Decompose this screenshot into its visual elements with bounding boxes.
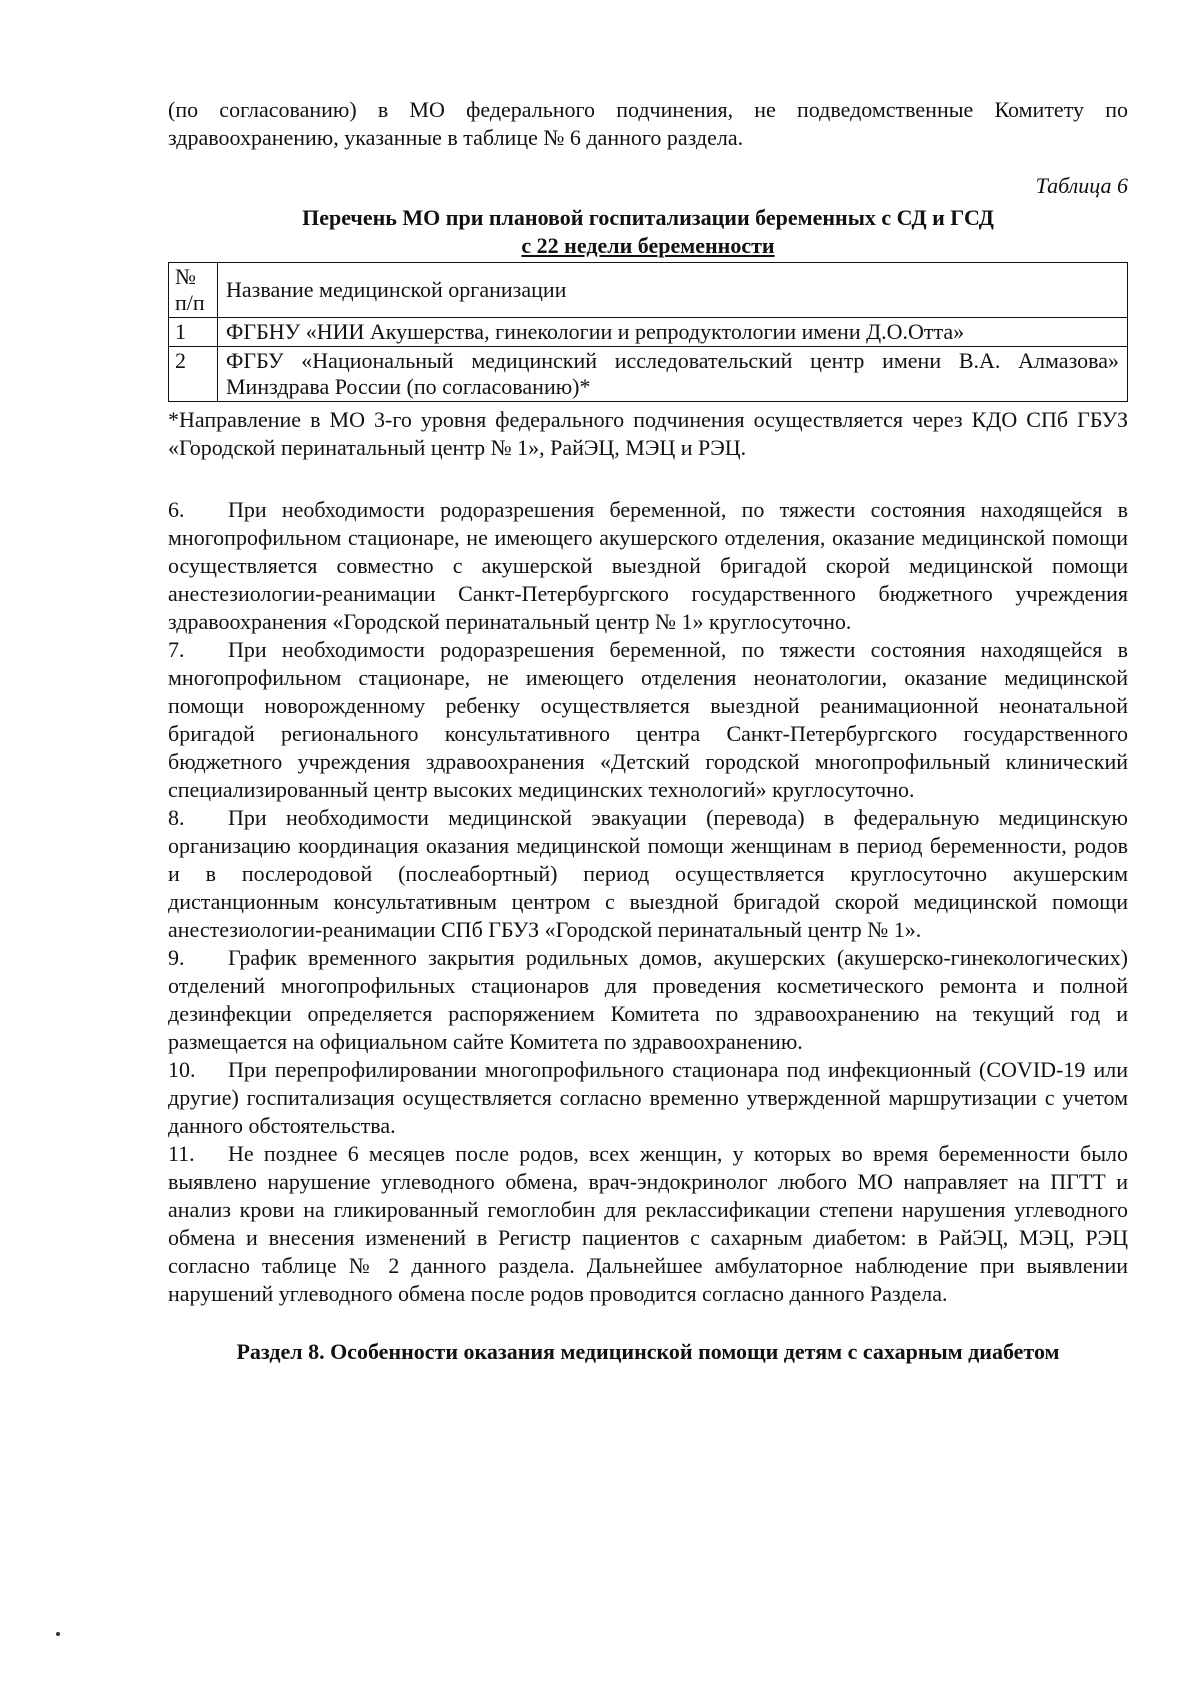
paragraph-text: График временного закрытия родильных домов, акушерских (акушерско-гинекологических) отделений многопрофильных стационаров для проведения косметического ремонта и полной дезинфекции определяется распоряжением Комитета по здравоохранению на текущий год и размещается на официальном сайте Комитета по здравоохранению. [168,945,1128,1054]
paragraph-11 [168,1140,1128,1308]
header-num: № п/п [169,263,218,318]
table-title-line2: с 22 недели беременности [521,233,775,258]
paragraph-text: При необходимости медицинской эвакуации (перевода) в федеральную медицинскую организацию координация оказания медицинской помощи женщинам в период беременности, родов и в послеродовой (послеабортный) период осуществляется круглосуточно акушерским дистанционным консультативным центром с выездной бригадой скорой медицинской помощи анестезиологии-реанимации СПб ГБУЗ «Городской перинатальный центр № 1». [168,805,1128,942]
row-num: 2 [169,347,218,402]
header-name: Название медицинской организации [218,263,1128,318]
paragraph-text: Не позднее 6 месяцев после родов, всех женщин, у которых во время беременности было выявлено нарушение углеводного обмена, врач-эндокринолог любого МО направляет на ПГТТ и анализ крови на гликированный гемоглобин для реклассификации степени нарушения углеводного обмена и внесения изменений в Регистр пациентов с сахарным диабетом: в РайЭЦ, МЭЦ, РЭЦ согласно таблице № 2 данного раздела. Дальнейшее амбулаторное наблюдение при выявлении нарушений углеводного обмена после родов проводится согласно данного Раздела. [168,1141,1128,1306]
paragraph-number: 9. [168,945,185,970]
table-footnote: *Направление в МО 3-го уровня федерального подчинения осуществляется через КДО СПб ГБУЗ «Городской перинатальный центр № 1», РайЭЦ, МЭЦ и РЭЦ. [168,407,1128,460]
paragraph-10 [168,1056,1128,1140]
table-row [169,347,1128,402]
table-header-row [169,263,1128,318]
table-caption: Таблица 6 [1035,173,1128,198]
table-row [169,318,1128,347]
intro-paragraph: (по согласованию) в МО федерального подчинения, не подведомственные Комитету по здравоохранению, указанные в таблице № 6 данного раздела. [168,97,1128,150]
row-num: 1 [169,318,218,347]
section-title: Раздел 8. Особенности оказания медицинской помощи детям с сахарным диабетом [236,1339,1060,1364]
paragraph-number: 11. [168,1141,195,1166]
paragraph-7 [168,636,1128,804]
scan-speck [56,1632,60,1636]
table-title [168,204,1128,260]
paragraph-number: 8. [168,805,185,830]
paragraph-number: 6. [168,497,185,522]
paragraph-6 [168,496,1128,636]
paragraph-text: При необходимости родоразрешения беременной, по тяжести состояния находящейся в многопрофильном стационаре, не имеющего отделения неонатологии, оказание медицинской помощи новорожденному ребенку осуществляется выездной реанимационной неонатальной бригадой регионального консультативного центра Санкт-Петербургского государственного бюджетного учреждения здравоохранения «Детский городской многопрофильный клинический специализированный центр высоких медицинских технологий» круглосуточно. [168,637,1128,802]
paragraph-number: 7. [168,637,185,662]
row-name: ФГБУ «Национальный медицинский исследовательский центр имени В.А. Алмазова» Минздрава России (по согласованию)* [218,347,1128,402]
paragraph-text: При необходимости родоразрешения беременной, по тяжести состояния находящейся в многопрофильном стационаре, не имеющего акушерского отделения, оказание медицинской помощи осуществляется совместно с акушерской выездной бригадой скорой медицинской помощи анестезиологии-реанимации Санкт-Петербургского государственного бюджетного учреждения здравоохранения «Городской перинатальный центр № 1» круглосуточно. [168,497,1128,634]
document-page [168,96,1128,1366]
paragraph-8 [168,804,1128,944]
mo-table [168,262,1128,402]
paragraph-text: При перепрофилировании многопрофильного стационара под инфекционный (COVID-19 или другие) госпитализация осуществляется согласно временно утвержденной маршрутизации с учетом данного обстоятельства. [168,1057,1128,1138]
row-name: ФГБНУ «НИИ Акушерства, гинекологии и репродуктологии имени Д.О.Отта» [218,318,1128,347]
paragraph-9 [168,944,1128,1056]
paragraph-number: 10. [168,1057,196,1082]
table-title-line1: Перечень МО при плановой госпитализации беременных с СД и ГСД [302,205,994,230]
